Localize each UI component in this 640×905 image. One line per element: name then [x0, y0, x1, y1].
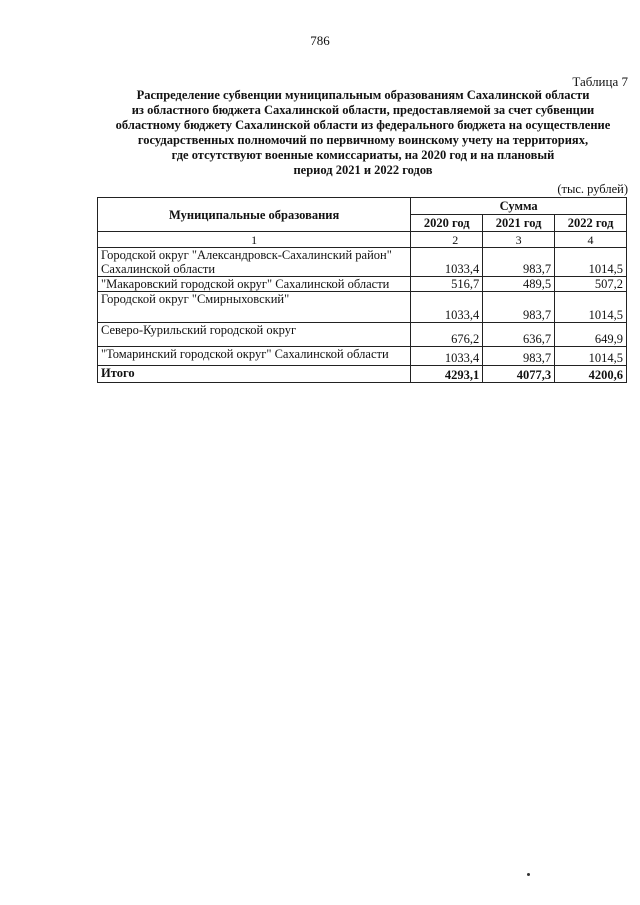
header-municipalities: Муниципальные образования: [98, 198, 411, 232]
title-line: период 2021 и 2022 годов: [293, 163, 433, 177]
column-number-row: [98, 232, 627, 248]
scan-speck: [527, 873, 530, 876]
value-2022: 649,9: [555, 323, 627, 347]
header-year-2020: 2020 год: [411, 215, 483, 232]
column-number: 2: [411, 232, 483, 248]
total-2021: 4077,3: [483, 366, 555, 383]
table-row: [98, 248, 627, 277]
page-number: 786: [310, 33, 330, 48]
title-line: из областного бюджета Сахалинской области, предоставляемой за счет субвенции: [131, 103, 595, 117]
column-number: 1: [98, 232, 411, 248]
table-row: [98, 292, 627, 323]
value-2021: 983,7: [483, 347, 555, 366]
value-2021: 983,7: [483, 248, 555, 277]
row-name-line: Сахалинской области: [101, 262, 216, 276]
value-2022: 507,2: [555, 277, 627, 292]
row-name: Северо-Курильский городской округ: [98, 323, 411, 347]
row-name: "Макаровский городской округ" Сахалинской области: [98, 277, 411, 292]
total-row: [98, 366, 627, 383]
document-title: [88, 88, 638, 178]
row-name: "Томаринский городской округ" Сахалинской области: [98, 347, 411, 366]
title-line: областному бюджету Сахалинской области из федерального бюджета на осуществление: [115, 118, 611, 132]
total-2020: 4293,1: [411, 366, 483, 383]
row-name: Городской округ "Смирныховский": [98, 292, 411, 323]
value-2021: 636,7: [483, 323, 555, 347]
row-name-line: Городской округ "Александровск-Сахалинский район": [101, 248, 392, 262]
value-2020: 676,2: [411, 323, 483, 347]
value-2020: 1033,4: [411, 347, 483, 366]
units-label: (тыс. рублей): [557, 182, 628, 196]
value-2022: 1014,5: [555, 347, 627, 366]
column-number: 3: [483, 232, 555, 248]
total-2022: 4200,6: [555, 366, 627, 383]
title-line: Распределение субвенции муниципальным образованиям Сахалинской области: [136, 88, 590, 102]
total-label: Итого: [98, 366, 411, 383]
subvention-table: [97, 197, 627, 383]
table-row: [98, 323, 627, 347]
header-year-2021: 2021 год: [483, 215, 555, 232]
table-row: [98, 277, 627, 292]
header-sum: Сумма: [411, 198, 627, 215]
value-2020: 1033,4: [411, 248, 483, 277]
row-name: [98, 248, 411, 277]
title-line: где отсутствуют военные комиссариаты, на 2020 год и на плановый: [171, 148, 555, 162]
value-2020: 1033,4: [411, 292, 483, 323]
column-number: 4: [555, 232, 627, 248]
value-2020: 516,7: [411, 277, 483, 292]
value-2021: 983,7: [483, 292, 555, 323]
header-year-2022: 2022 год: [555, 215, 627, 232]
value-2022: 1014,5: [555, 292, 627, 323]
title-line: государственных полномочий по первичному воинскому учету на территориях,: [137, 133, 589, 147]
table-label: Таблица 7: [572, 74, 628, 89]
value-2021: 489,5: [483, 277, 555, 292]
value-2022: 1014,5: [555, 248, 627, 277]
table-row: [98, 347, 627, 366]
